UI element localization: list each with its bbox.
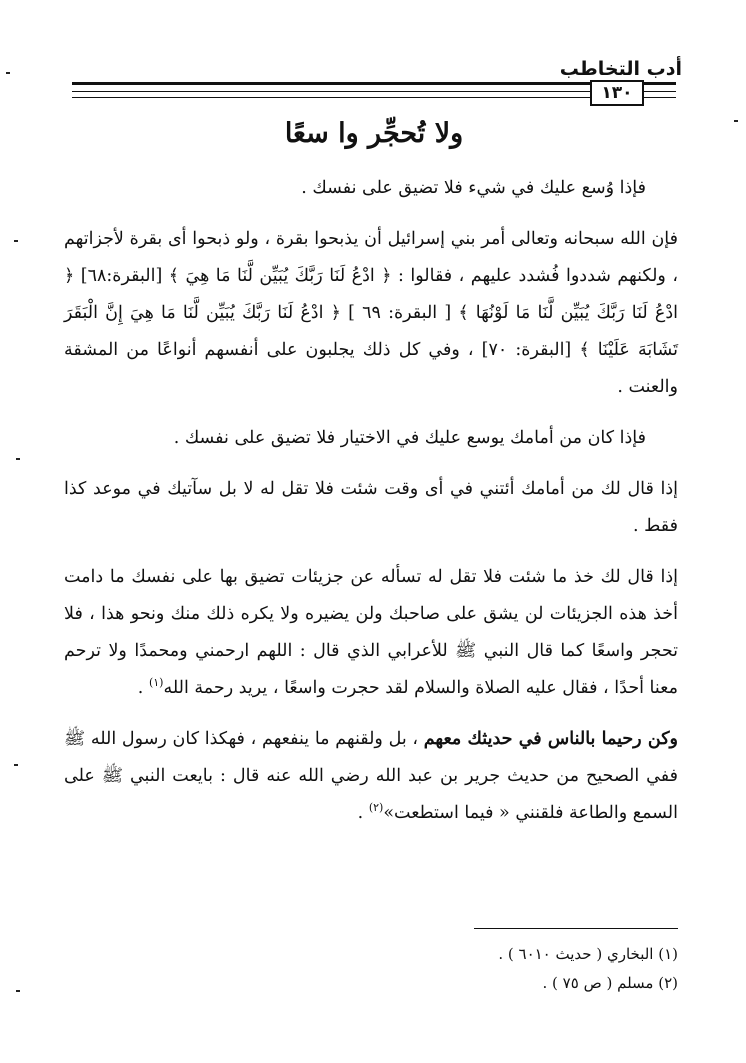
paragraph-6 [64, 721, 678, 832]
paragraph-6-lead-rest: ، بل ولقنهم ما ينفعهم ، فهكذا [199, 729, 424, 749]
scan-mark [14, 764, 18, 766]
footnotes [64, 940, 678, 998]
footnote-2: (٢) مسلم ( ص ٧٥ ) . [542, 974, 678, 992]
scan-mark [16, 458, 20, 460]
section-title: ولا تُحجِّر وا سعًا [284, 118, 464, 149]
scan-mark [14, 240, 18, 242]
footnote-ref-2: (٢) [368, 801, 384, 815]
header-rule-thick [72, 82, 676, 85]
paragraph-4: إذا قال لك من أمامك أئتني في أى وقت شئت فلا تقل له لا بل سآتيك في موعد كذا فقط . [64, 479, 678, 536]
page-number: ١٣٠ [590, 80, 644, 106]
paragraph-1: فإذا وُسع عليك في شيء فلا تضيق على نفسك . [301, 178, 646, 198]
paragraph-5-text: إذا قال لك خذ ما شئت فلا تقل له تسأله عن جزيئات تضيق بها على نفسك ما دامت أخذ هذه الجزيئات لن يشق على صاحبك ولن يضيره ولا يكره ذلك منك ونحو هذا ، فلا تحجر واسعًا كما قال النبي ﷺ للأعرابي الذي قال : اللهم ارحمني ومحمدًا ولا ترحم معنا أحدًا ، فقال عليه الصلاة والسلام لقد حجرت واسعًا ، يريد رحمة الله [64, 567, 678, 698]
scan-mark [734, 120, 738, 122]
body-text [64, 170, 678, 846]
footnote-1: (١) البخاري ( حديث ٦٠١٠ ) . [498, 945, 678, 963]
paragraph-6-end: . [357, 803, 369, 823]
footnote-separator [474, 928, 678, 929]
paragraph-3: فإذا كان من أمامك يوسع عليك في الاختيار فلا تضيق على نفسك . [173, 428, 646, 448]
header-rule-thin [72, 91, 676, 92]
paragraph-6-text: كان رسول الله ﷺ ففي الصحيح من حديث جرير بن عبد الله رضي الله عنه قال : بايعت النبي ﷺ على السمع والطاعة فلقنني « فيما استطعت» [64, 729, 678, 823]
running-title: أدب التخاطب [559, 58, 682, 80]
footnote-ref-1: (١) [148, 676, 164, 690]
paragraph-5 [64, 559, 678, 707]
header-rule-thin-2 [72, 97, 676, 98]
scan-mark [16, 990, 20, 992]
paragraph-6-lead: وكن رحيما بالناس في حديثك معهم [423, 729, 678, 749]
scan-mark [6, 72, 10, 74]
paragraph-2: فإن الله سبحانه وتعالى أمر بني إسرائيل أن يذبحوا بقرة ، ولو ذبحوا أى بقرة لأجزاتهم ، ولكنهم شددوا فُشدد عليهم ، فقالوا : ﴿ ادْعُ لَنَا رَبَّكَ يُبَيِّن لَّنَا مَا هِيَ ﴾ [البقرة:٦٨] ﴿ ادْعُ لَنَا رَبَّكَ يُبَيِّن لَّنَا مَا لَوْنُهَا ﴾ [ البقرة: ٦٩ ] ﴿ ادْعُ لَنَا رَبَّكَ يُبَيِّن لَّنَا مَا هِيَ إِنَّ الْبَقَرَ تَشَابَهَ عَلَيْنَا ﴾ [البقرة: ٧٠] ، وفي كل ذلك يجلبون على أنفسهم أنواعًا من المشقة والعنت . [64, 229, 679, 397]
paragraph-5-end: . [137, 678, 149, 698]
